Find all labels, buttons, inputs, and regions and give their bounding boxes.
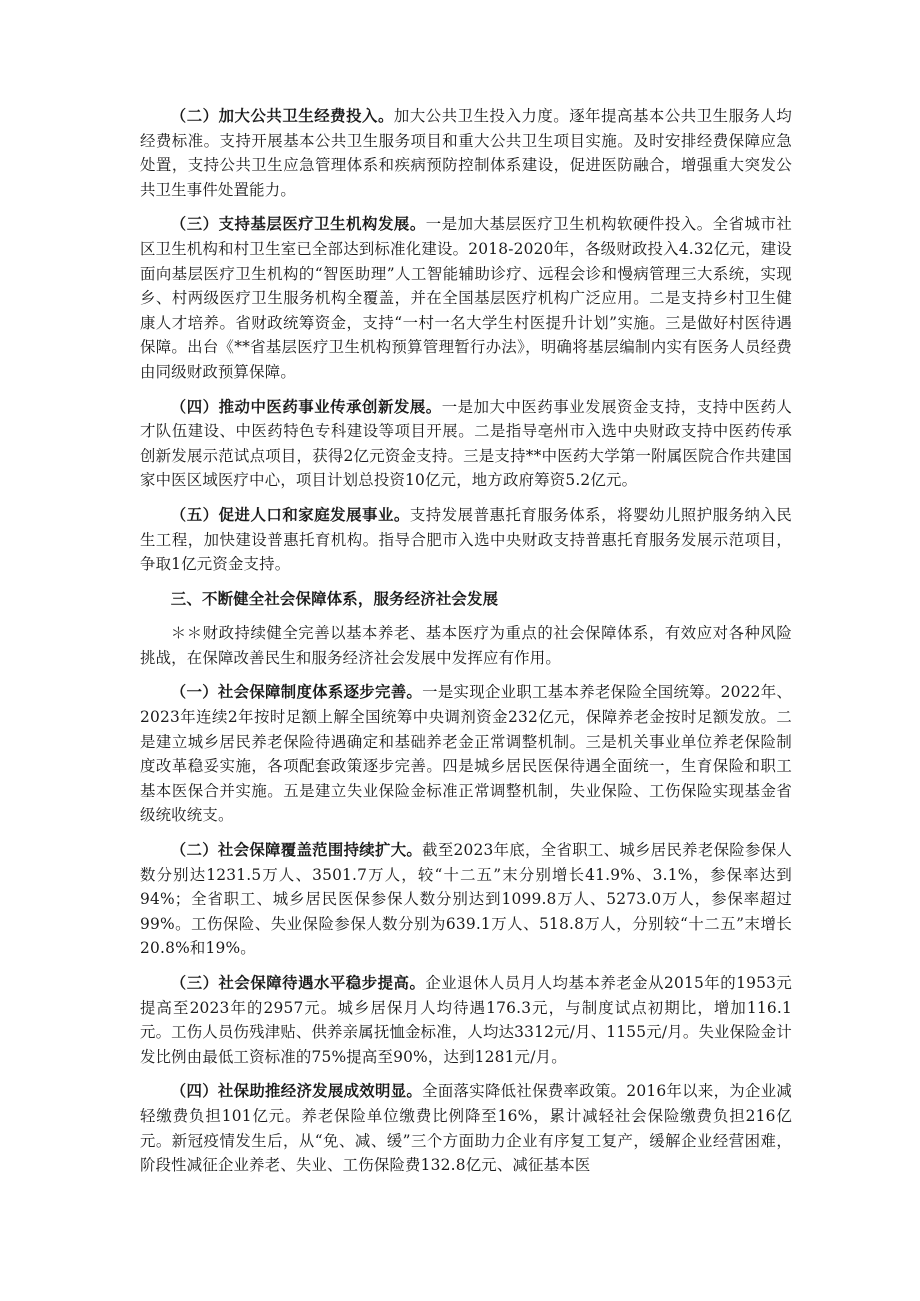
paragraph-grassroots-medical bbox=[140, 212, 792, 384]
paragraph-heading: （三）支持基层医疗卫生机构发展。 bbox=[170, 215, 426, 234]
paragraph-body: 加大公共卫生投入力度。逐年提高基本公共卫生服务人均经费标准。支持开展基本公共卫生服务项目和重大公共卫生项目实施。及时安排经费保障应急处置，支持公共卫生应急管理体系和疾病预防控制体系建设，促进医防融合，增强重大突发公共卫生事件处置能力。 bbox=[140, 107, 792, 199]
paragraph-heading: （四）社保助推经济发展成效明显。 bbox=[170, 1082, 423, 1101]
paragraph-population-family bbox=[140, 503, 792, 577]
paragraph-social-security-system bbox=[140, 680, 792, 828]
paragraph-public-health-funding bbox=[140, 104, 792, 202]
paragraph-heading: （四）推动中医药事业传承创新发展。 bbox=[170, 397, 442, 416]
paragraph-heading: （二）社会保障覆盖范围持续扩大。 bbox=[170, 841, 423, 860]
paragraph-heading: （五）促进人口和家庭发展事业。 bbox=[170, 505, 410, 524]
paragraph-heading: （二）加大公共卫生经费投入。 bbox=[170, 107, 394, 125]
paragraph-heading: （三）社会保障待遇水平稳步提高。 bbox=[170, 974, 426, 992]
paragraph-coverage-expansion bbox=[140, 838, 792, 961]
paragraph-body: 一是加大基层医疗卫生机构软硬件投入。全省城市社区卫生机构和村卫生室已全部达到标准化建设。2018-2020年，各级财政投入4.32亿元，建设面向基层医疗卫生机构的“智医助理”人工智能辅助诊疗、远程会诊和慢病管理三大系统，实现乡、村两级医疗卫生服务机构全覆盖，并在全国基层医疗机构广泛应用。二是支持乡村卫生健康人才培养。省财政统筹资金，支持“一村一名大学生村医提升计划”实施。三是做好村医待遇保障。出台《**省基层医疗卫生机构预算管理暂行办法》，明确将基层编制内实有医务人员经费由同级财政预算保障。 bbox=[140, 215, 792, 381]
paragraph-economic-support bbox=[140, 1079, 792, 1177]
paragraph-body: 一是加大中医药事业发展资金支持，支持中医药人才队伍建设、中医药特色专科建设等项目开展。二是指导亳州市入选中央财政支持中医药传承创新发展示范试点项目，获得2亿元资金支持。三是支持**中医药大学第一附属医院合作共建国家中医区域医疗中心，项目计划总投资10亿元，地方政府筹资5.2亿元。 bbox=[140, 397, 792, 490]
paragraph-body: 支持发展普惠托育服务体系，将婴幼儿照护服务纳入民生工程，加快建设普惠托育机构。指导合肥市入选中央财政支持普惠托育服务发展示范项目，争取1亿元资金支持。 bbox=[140, 505, 792, 574]
document-page bbox=[140, 104, 792, 1188]
paragraph-body: 截至2023年底，全省职工、城乡居民养老保险参保人数分别达1231.5万人、3501.7万人，较“十二五”末分别增长41.9%、3.1%，参保率达到94%；全省职工、城乡居民医保参保人数分别达到1099.8万人、5273.0万人，参保率超过99%。工伤保险、失业保险参保人数分别为639.1万人、518.8万人，分别较“十二五”末增长20.8%和19%。 bbox=[140, 841, 792, 958]
paragraph-tcm-development bbox=[140, 395, 792, 493]
paragraph-heading: （一）社会保障制度体系逐步完善。 bbox=[170, 683, 423, 702]
section-intro: ＊＊财政持续健全完善以基本养老、基本医疗为重点的社会保障体系，有效应对各种风险挑战，在保障改善民生和服务经济社会发展中发挥应有作用。 bbox=[140, 624, 792, 667]
paragraph-benefit-levels bbox=[140, 971, 792, 1069]
section-heading: 三、不断健全社会保障体系，服务经济社会发展 bbox=[170, 589, 499, 608]
paragraph-body: 企业退休人员月人均基本养老金从2015年的1953元提高至2023年的2957元。城乡居保月人均待遇176.3元，与制度试点初期比，增加116.1元。工伤人员伤残津贴、供养亲属抚恤金标准，人均达3312元/月、1155元/月。失业保险金计发比例由最低工资标准的75%提高至90%，达到1281元/月。 bbox=[140, 974, 792, 1066]
paragraph-body: 一是实现企业职工基本养老保险全国统筹。2022年、2023年连续2年按时足额上解全国统筹中央调剂资金232亿元，保障养老金按时足额发放。二是建立城乡居民养老保险待遇确定和基础养老金正常调整机制。三是机关事业单位养老保险制度改革稳妥实施，各项配套政策逐步完善。四是城乡居民医保待遇全面统一，生育保险和职工基本医保合并实施。五是建立失业保险金标准正常调整机制，失业保险、工伤保险实现基金省级统收统支。 bbox=[140, 683, 792, 825]
paragraph-body: 全面落实降低社保费率政策。2016年以来，为企业减轻缴费负担101亿元。养老保险单位缴费比例降至16%，累计减轻社会保险缴费负担216亿元。新冠疫情发生后，从“免、减、缓”三个方面助力企业有序复工复产，缓解企业经营困难，阶段性减征企业养老、失业、工伤保险费132.8亿元、减征基本医 bbox=[140, 1082, 792, 1175]
